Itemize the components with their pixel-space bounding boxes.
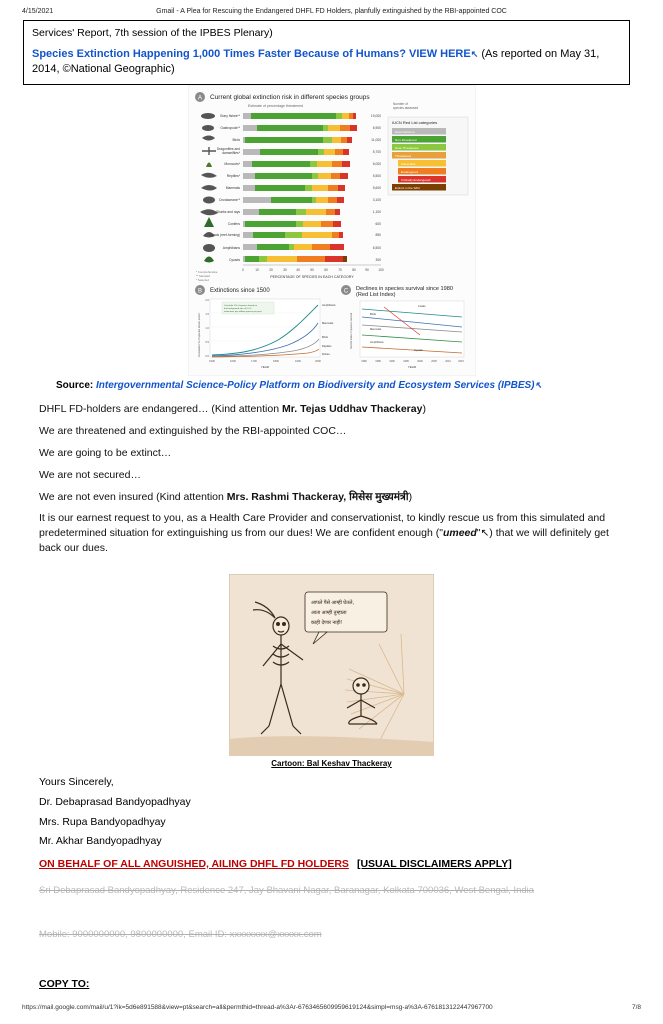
svg-text:2005: 2005 [431, 360, 437, 363]
svg-text:Gastropods**: Gastropods** [220, 126, 240, 130]
source-link-arrow-icon: ↖ [534, 380, 543, 390]
quote-line-1: Services' Report, 7th session of the IPBES Plenary) [32, 27, 273, 39]
svg-text:YEAR: YEAR [407, 365, 417, 369]
svg-text:Critically Endangered: Critically Endangered [401, 177, 431, 182]
svg-text:6,000: 6,000 [372, 162, 381, 166]
svg-text:Birds: Birds [370, 313, 376, 316]
svg-text:Extinctions since 1500: Extinctions since 1500 [210, 288, 270, 294]
svg-text:Amphibians: Amphibians [222, 246, 240, 250]
paragraph-6 [39, 511, 629, 556]
svg-text:1985: 1985 [375, 360, 381, 363]
svg-text:Threatened: Threatened [395, 153, 411, 158]
svg-text:90: 90 [365, 268, 369, 272]
svg-text:2010: 2010 [445, 360, 451, 363]
svg-text:Fishes: Fishes [322, 353, 330, 356]
svg-text:1990: 1990 [389, 360, 395, 363]
svg-text:(Red List Index): (Red List Index) [356, 292, 396, 298]
quote-tail: (As reported on May 31, 2014, ©National Geographic) [32, 48, 600, 75]
svg-text:काही देणार नाही!: काही देणार नाही! [311, 620, 342, 626]
signer-name-1: Dr. Debaprasad Bandyopadhyay [39, 796, 191, 808]
disclaimer-note: [USUAL DISCLAIMERS APPLY] [356, 858, 512, 870]
svg-text:Cycads: Cycads [229, 258, 240, 262]
svg-text:Data Deficient: Data Deficient [395, 129, 415, 134]
redacted-contact [39, 928, 599, 942]
redacted-contact-text: Mobile: 9000000000, 9800000000, Email ID: xxxxxxxx@xxxxx.com [39, 929, 322, 940]
svg-text:850: 850 [375, 233, 381, 237]
source-link[interactable]: Intergovernmental Science-Policy Platform on Biodiversity and Ecosystem Services (IPBES) [96, 380, 535, 391]
svg-text:Red list index of species surv: Red list index of species survival [350, 312, 353, 350]
svg-text:Birds: Birds [232, 138, 240, 142]
svg-text:0.5: 0.5 [205, 341, 209, 344]
svg-text:Conclude 1% of species based o: Conclude 1% of species based on [224, 305, 258, 307]
svg-text:11,000: 11,000 [371, 138, 381, 142]
svg-text:2000: 2000 [417, 360, 423, 363]
svg-text:80: 80 [352, 268, 356, 272]
source-label: Source: [56, 380, 94, 391]
signer-name-3: Mr. Akhar Bandyopadhyay [39, 835, 162, 847]
svg-text:Endangered: Endangered [401, 169, 418, 174]
svg-text:Current global extinction risk: Current global extinction risk in different species groups [210, 94, 370, 101]
svg-text:1900: 1900 [295, 360, 301, 363]
svg-text:1800: 1800 [273, 360, 279, 363]
svg-text:10: 10 [255, 268, 259, 272]
svg-text:60: 60 [324, 268, 328, 272]
cartoon-image [229, 574, 434, 756]
redacted-address [39, 884, 599, 898]
cartoon-caption: Cartoon: Bal Keshav Thackeray [271, 759, 392, 768]
svg-text:Non-threatened: Non-threatened [395, 137, 417, 142]
svg-text:1.0: 1.0 [205, 327, 209, 330]
copy-to-heading: COPY TO: [39, 978, 90, 990]
quote-line-2 [32, 47, 621, 77]
svg-text:0.0: 0.0 [205, 355, 209, 358]
svg-text:Near Threatened: Near Threatened [395, 145, 419, 150]
paragraph-4: We are not secured… [39, 469, 141, 481]
svg-text:Cycads: Cycads [414, 349, 423, 352]
print-title: Gmail - A Plea for Rescuing the Endangered DHFL FD Holders, planfully extinguished by the RBI-appointed COC [156, 8, 507, 15]
svg-text:100: 100 [378, 268, 384, 272]
svg-text:1995: 1995 [403, 360, 409, 363]
svg-text:species assessed: species assessed [393, 106, 419, 110]
svg-text:5,700: 5,700 [372, 150, 381, 154]
svg-text:Corals (reef-forming): Corals (reef-forming) [209, 233, 240, 237]
svg-text:Extinct in the Wild: Extinct in the Wild [395, 185, 420, 190]
svg-text:extinctions per million specie: extinctions per million species per year [224, 311, 262, 313]
svg-text:Number of: Number of [393, 102, 408, 106]
svg-text:आता आम्ही तुम्हाला: आता आम्ही तुम्हाला [311, 610, 347, 616]
svg-text:50: 50 [310, 268, 314, 272]
print-date: 4/15/2021 [22, 8, 54, 15]
svg-text:Sharks and rays: Sharks and rays [216, 210, 240, 214]
svg-text:Bony fishes**: Bony fishes** [220, 114, 240, 118]
svg-text:30: 30 [283, 268, 287, 272]
svg-text:Crustaceans**: Crustaceans** [218, 198, 240, 202]
svg-text:C: C [343, 288, 349, 295]
paragraph-1-pre: DHFL FD-holders are endangered… (Kind attention [39, 403, 282, 415]
signer-name-2: Mrs. Rupa Bandyopadhyay [39, 816, 166, 828]
view-here-link[interactable]: VIEW HERE [408, 48, 471, 60]
svg-text:Dragonflies and: Dragonflies and [216, 147, 240, 151]
paragraph-3: We are going to be extinct… [39, 447, 172, 459]
svg-text:Amphibians: Amphibians [370, 341, 384, 344]
svg-text:6,900: 6,900 [372, 126, 381, 130]
svg-text:1700: 1700 [251, 360, 257, 363]
svg-text:A: A [197, 95, 203, 102]
svg-text:1,100: 1,100 [372, 210, 381, 214]
svg-text:Mammals: Mammals [225, 186, 240, 190]
svg-text:Estimate of percentage threate: Estimate of percentage threatened [248, 104, 304, 108]
quote-headline: Species Extinction Happening 1,000 Times Faster Because of Humans? [32, 48, 406, 60]
print-header [0, 8, 663, 15]
paragraph-1-bold: Mr. Tejas Uddhav Thackeray [282, 403, 423, 415]
svg-text:Declines in species survival s: Declines in species survival since 1980 [356, 286, 454, 292]
paragraph-5-post: ) [408, 491, 413, 503]
svg-text:1.5: 1.5 [205, 313, 209, 316]
svg-text:PERCENTAGE OF SPECIES IN EACH: PERCENTAGE OF SPECIES IN EACH CATEGORY [270, 275, 354, 279]
svg-text:B: B [197, 288, 203, 295]
svg-text:damselflies*: damselflies* [222, 151, 240, 155]
svg-text:0: 0 [242, 268, 244, 272]
paragraph-2: We are threatened and extinguished by the RBI-appointed COC… [39, 425, 347, 437]
footer-page-number: 7/8 [631, 1004, 641, 1011]
closing-line: Yours Sincerely, [39, 776, 114, 788]
svg-text:आपले पैसे आम्ही घेतले,: आपले पैसे आम्ही घेतले, [311, 600, 354, 606]
svg-text:70: 70 [338, 268, 342, 272]
svg-text:Corals: Corals [418, 305, 426, 308]
svg-text:** Sampled: ** Sampled [196, 274, 210, 278]
footer-url: https://mail.google.com/mail/u/1?ik=5d6e891588&view=pt&search=all&permthid=thread-a%3Ar-6763465609959619124&simpl=msg-a%3A-6761813122447967700 [22, 1004, 493, 1011]
on-behalf-line [39, 858, 512, 870]
paragraph-6-umeed: umeed [442, 527, 477, 539]
svg-text:Conifers: Conifers [227, 222, 240, 226]
svg-text:Mammals: Mammals [370, 328, 382, 331]
svg-text:20: 20 [269, 268, 273, 272]
svg-text:Monocots*: Monocots* [224, 162, 240, 166]
svg-text:1500: 1500 [209, 360, 215, 363]
svg-text:Cumulative % of species driven: Cumulative % of species driven extinct [198, 312, 201, 358]
svg-text:Birds: Birds [322, 336, 328, 339]
svg-text:* Selected: * Selected [196, 278, 209, 282]
svg-text:300: 300 [375, 258, 381, 262]
ipbes-figure [188, 85, 476, 376]
paragraph-1-post: ) [422, 403, 426, 415]
svg-text:2.0: 2.0 [205, 299, 209, 302]
svg-text:6,500: 6,500 [372, 246, 381, 250]
redacted-address-text: Sri Debaprasad Bandyopadhyay, Residence 247, Jay Bhavani Nagar, Baranagar, Kolkata 700036, West Bengal, India [39, 885, 535, 896]
svg-text:19,000: 19,000 [370, 114, 381, 118]
svg-text:5,500: 5,500 [372, 174, 381, 178]
paragraph-6-a: It is our earnest request to you, as a Health Care Provider and conservationist, to kindly rescue us from this simulated and predetermined situation for extinguishing us from our dues! We are confident enough (" [39, 512, 606, 539]
paragraph-5-bold: Mrs. Rashmi Thackeray [226, 491, 344, 503]
svg-text:Reptiles*: Reptiles* [226, 174, 240, 178]
on-behalf-red: ON BEHALF OF ALL ANGUISHED, AILING DHFL FD HOLDERS [39, 858, 349, 870]
paragraph-5-pre: We are not even insured (Kind attention [39, 491, 227, 503]
svg-text:IUCN Red List categories: IUCN Red List categories [392, 120, 438, 125]
paragraph-1 [39, 402, 629, 416]
svg-text:600: 600 [375, 222, 381, 226]
svg-text:40: 40 [296, 268, 300, 272]
paragraph-5 [39, 490, 629, 504]
svg-text:Reptiles: Reptiles [322, 345, 332, 348]
source-line [56, 380, 542, 391]
svg-text:* Comprehensive: * Comprehensive [196, 270, 218, 274]
svg-text:1600: 1600 [230, 360, 236, 363]
svg-text:1980: 1980 [361, 360, 367, 363]
svg-text:YEAR: YEAR [260, 365, 270, 369]
svg-text:Mammals: Mammals [322, 322, 334, 325]
svg-text:2015: 2015 [458, 360, 464, 363]
svg-text:the background rate of 0.1-2: the background rate of 0.1-2 [224, 308, 252, 310]
print-footer [0, 1004, 663, 1011]
quote-box [23, 20, 630, 85]
svg-text:Vulnerable: Vulnerable [401, 161, 416, 166]
external-link-arrow-icon: ↖ [470, 49, 479, 59]
svg-text:Amphibians: Amphibians [322, 304, 336, 307]
svg-text:3,100: 3,100 [372, 198, 381, 202]
paragraph-5-devanagari: , मिसेस मुख्यमंत्री [343, 491, 409, 503]
svg-text:5,600: 5,600 [372, 186, 381, 190]
paragraph-6-b: "↖) that we will definitely get back our dues. [39, 527, 609, 554]
svg-text:2000: 2000 [315, 360, 321, 363]
